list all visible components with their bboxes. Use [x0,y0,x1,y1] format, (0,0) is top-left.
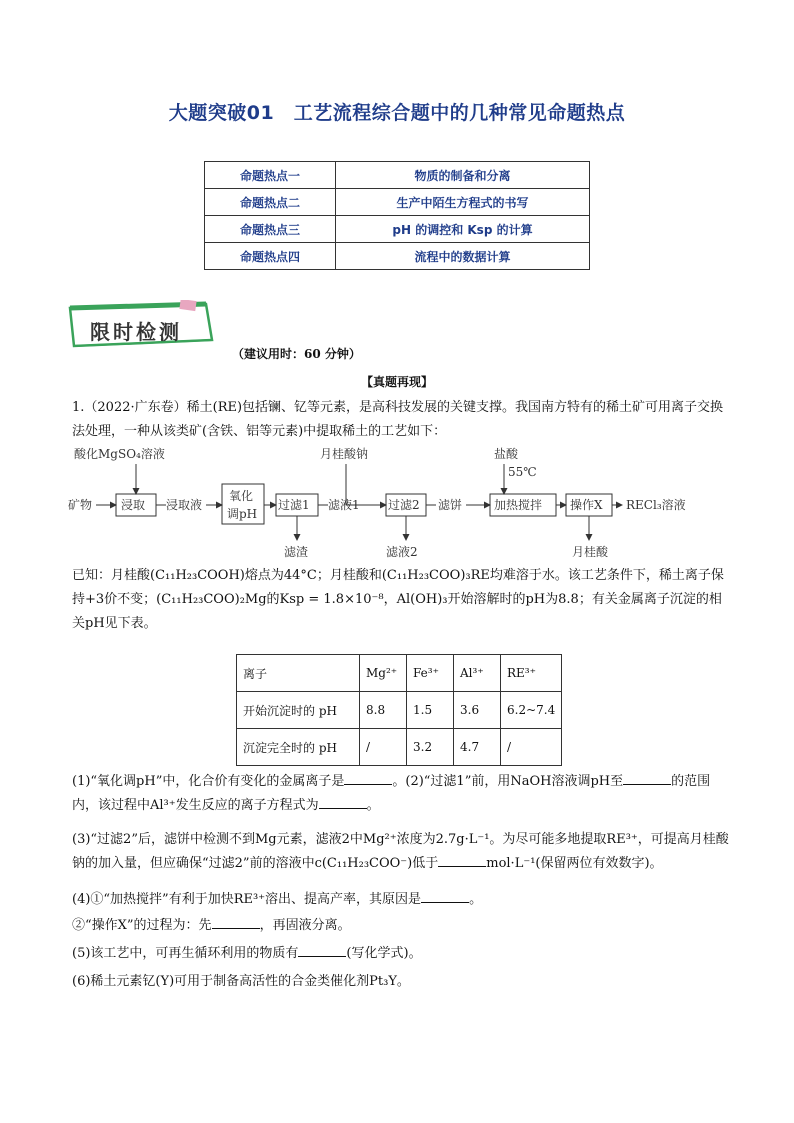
topic-desc: 生产中陌生方程式的书写 [336,189,590,216]
table-cell: 3.2 [407,729,454,766]
topic-label: 命题热点二 [205,189,336,216]
flow-top-label: 月桂酸钠 [320,447,369,461]
flow-inline-label: RECl₃溶液 [626,498,686,512]
flow-box-label: 过滤1 [278,498,310,512]
flow-top-label: 盐酸 [494,447,519,461]
flow-top-label: 酸化MgSO₄溶液 [74,447,165,461]
table-cell: 6.2~7.4 [501,692,562,729]
section-heading: 【真题再现】 [360,375,433,389]
flow-box-label: 操作X [570,498,603,512]
table-cell: 1.5 [407,692,454,729]
ph-table [236,654,562,766]
page-title: 大题突破01 工艺流程综合题中的几种常见命题热点 [168,102,626,124]
flow-bottom-label: 月桂酸 [572,545,609,559]
flow-inline-label: 滤液1 [328,498,360,512]
subquestion-4-2: ②“操作X”的过程为：先 ，再固液分离。 [72,914,732,938]
table-row [237,729,562,766]
flow-bottom-label: 滤渣 [284,545,309,559]
answer-blank[interactable] [623,770,671,785]
table-row [205,243,590,270]
answer-blank[interactable] [344,770,392,785]
table-row [205,189,590,216]
table-cell: 8.8 [360,692,407,729]
table-cell: 4.7 [454,729,501,766]
flow-box-label: 浸取 [121,498,146,512]
flow-box-label: 氧化 [229,489,254,503]
subquestion-4-1: (4)①“加热搅拌”有利于加快RE³⁺溶出、提高产率，其原因是 。 [72,888,732,912]
table-header-cell: 离子 [237,655,360,692]
flow-inline-label: 滤饼 [438,498,463,512]
subquestion-6: (6)稀土元素钇(Y)可用于制备高活性的合金类催化剂Pt₃Y。 [72,974,410,989]
table-cell: / [501,729,562,766]
topic-desc: pH 的调控和 Ksp 的计算 [336,216,590,243]
flow-bottom-label: 滤液2 [386,545,418,559]
flow-inline-label: 浸取液 [166,498,203,512]
table-row [237,655,562,692]
topic-label: 命题热点一 [205,162,336,189]
topic-desc: 物质的制备和分离 [336,162,590,189]
topic-desc: 流程中的数据计算 [336,243,590,270]
flow-top-label: 55℃ [508,465,537,479]
known-conditions: 已知：月桂酸(C₁₁H₂₃COOH)熔点为44°C；月桂酸和(C₁₁H₂₃COO)₃RE均难溶于水。该工艺条件下，稀土离子保持+3价不变；(C₁₁H₂₃COO)₂Mg的Ksp = 1.8×10⁻⁸，Al(OH)₃开始溶解时的pH为8.8；有关金属离子沉淀的相关pH见下表。 [72,568,724,631]
answer-blank[interactable] [212,914,260,929]
subquestion-5: (5)该工艺中，可再生循环利用的物质有 (写化学式)。 [72,942,732,966]
topic-label: 命题热点三 [205,216,336,243]
table-row [237,692,562,729]
process-flow-diagram [66,446,726,564]
table-header-cell: Al³⁺ [454,655,501,692]
table-cell: 开始沉淀时的 pH [237,692,360,729]
table-row [205,162,590,189]
question-1-intro: 1.（2022·广东卷）稀土(RE)包括镧、钇等元素，是高科技发展的关键支撑。我国南方特有的稀土矿可用离子交换法处理，一种从该类矿(含铁、铝等元素)中提取稀土的工艺如下： [72,400,724,439]
flow-box-label: 加热搅拌 [494,498,543,512]
topics-table [204,161,590,270]
suggested-time: （建议用时：60 分钟） [232,347,361,361]
table-row [205,216,590,243]
answer-blank[interactable] [438,852,486,867]
subquestion-1-2: (1)“氧化调pH”中，化合价有变化的金属离子是 。(2)“过滤1”前，用NaOH溶液调pH至 的范围内，该过程中Al³⁺发生反应的离子方程式为 。 [72,770,732,818]
table-header-cell: RE³⁺ [501,655,562,692]
table-header-cell: Mg²⁺ [360,655,407,692]
answer-blank[interactable] [421,888,469,903]
topic-label: 命题热点四 [205,243,336,270]
answer-blank[interactable] [298,942,346,957]
badge-label: 限时检测 [90,320,182,344]
table-cell: 沉淀完全时的 pH [237,729,360,766]
subquestion-3: (3)“过滤2”后，滤饼中检测不到Mg元素，滤液2中Mg²⁺浓度为2.7g·L⁻¹。为尽可能多地提取RE³⁺，可提高月桂酸钠的加入量，但应确保“过滤2”前的溶液中c(C₁₁H₂₃COO⁻)低于 mol·L⁻¹(保留两位有效数字)。 [72,832,729,871]
table-cell: 3.6 [454,692,501,729]
table-header-cell: Fe³⁺ [407,655,454,692]
flow-box-label: 调pH [227,507,258,521]
table-cell: / [360,729,407,766]
flow-box-label: 过滤2 [388,498,420,512]
flow-inline-label: 矿物 [68,498,93,512]
answer-blank[interactable] [319,794,367,809]
